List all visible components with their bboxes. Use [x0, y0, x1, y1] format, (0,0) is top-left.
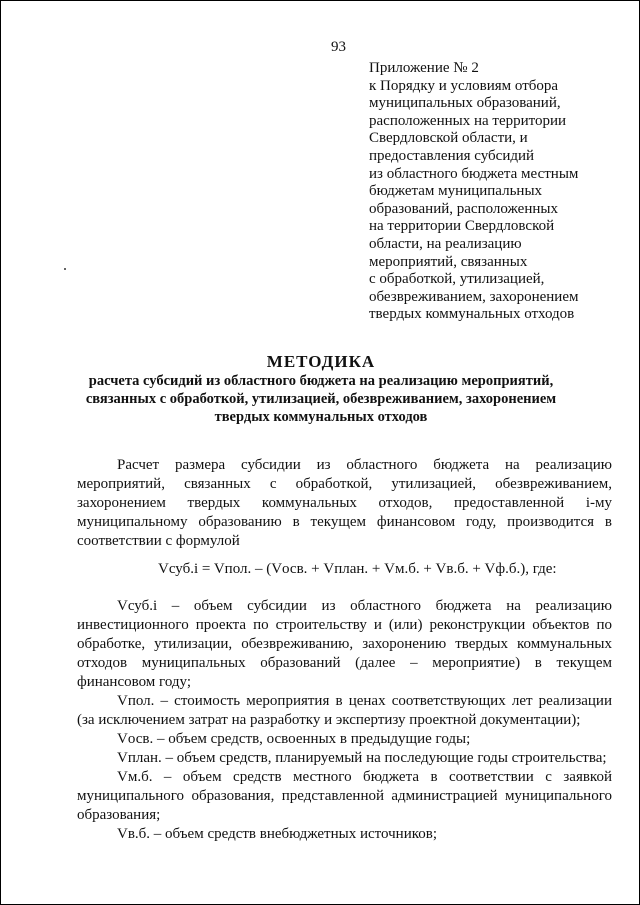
- appendix-line: образований, расположенных: [369, 200, 558, 217]
- definition-line: финансовом году;: [77, 674, 192, 690]
- definition-line: Vм.б. – объем средств местного бюджета в соответствии с заявкой: [117, 769, 612, 785]
- definition-vplan: [77, 749, 612, 768]
- definition-line: инвестиционного проекта по строительству и (или) реконструкции объектов по: [77, 617, 612, 633]
- formula: Vсуб.i = Vпол. – (Vосв. + Vплан. + Vм.б. + Vв.б. + Vф.б.), где:: [158, 561, 557, 577]
- appendix-line: Свердловской области, и: [369, 130, 528, 147]
- definition-line: Vсуб.i – объем субсидии из областного бюджета на реализацию: [117, 598, 612, 614]
- scan-speck: [64, 268, 66, 270]
- definition-line: Vпол. – стоимость мероприятия в ценах соответствующих лет реализации: [117, 693, 612, 709]
- definition-line: Vплан. – объем средств, планируемый на последующие годы строительства;: [117, 750, 607, 766]
- definition-line: отходов муниципальных образований (далее – мероприятие) в текущем: [77, 655, 612, 671]
- definition-vosv: [77, 730, 612, 749]
- appendix-line: Приложение № 2: [369, 60, 479, 76]
- intro-line: захоронением твердых коммунальных отходов, предоставленной i-му: [77, 495, 612, 511]
- definition-line: Vв.б. – объем средств внебюджетных источников;: [117, 826, 437, 842]
- definition-line: образования;: [77, 807, 161, 823]
- appendix-line: на территории Свердловской: [369, 218, 555, 235]
- definition-line: муниципального образования, представленной администрацией муниципального: [77, 788, 612, 804]
- intro-line: Расчет размера субсидии из областного бюджета на реализацию: [117, 457, 612, 473]
- appendix-header: [369, 60, 629, 324]
- appendix-line: предоставления субсидий: [369, 147, 535, 164]
- definition-vmb: [77, 768, 612, 825]
- document-subtitle: [71, 373, 571, 426]
- intro-line: соответствии с формулой: [77, 533, 240, 549]
- document-title: МЕТОДИКА: [266, 352, 376, 371]
- appendix-line: обезвреживанием, захоронением: [369, 288, 579, 305]
- definition-vvb: [77, 825, 612, 844]
- appendix-line: твердых коммунальных отходов: [369, 306, 575, 323]
- appendix-line: области, на реализацию: [369, 235, 522, 252]
- appendix-line: муниципальных образований,: [369, 95, 561, 112]
- page-number: 93: [331, 39, 346, 55]
- subtitle-line: расчета субсидий из областного бюджета на реализацию мероприятий,: [88, 373, 554, 389]
- definition-vsub: [77, 597, 612, 692]
- definition-vpol: [77, 692, 612, 730]
- definition-line: (за исключением затрат на разработку и экспертизу проектной документации);: [77, 712, 581, 728]
- appendix-line: расположенных на территории: [369, 112, 567, 129]
- subtitle-line: связанных с обработкой, утилизацией, обезвреживанием, захоронением: [85, 390, 557, 407]
- definitions-block: [77, 597, 612, 844]
- appendix-line: из областного бюджета местным: [369, 165, 579, 182]
- appendix-line: к Порядку и условиям отбора: [369, 77, 559, 94]
- intro-paragraph: [77, 456, 612, 551]
- definition-line: обработке, утилизации, обезвреживанию, захоронению твердых коммунальных: [77, 636, 612, 652]
- intro-line: мероприятий, связанных с обработкой, утилизацией, обезвреживанием,: [77, 476, 612, 492]
- intro-line: муниципальному образованию в текущем финансовом году, производится в: [77, 514, 612, 530]
- appendix-line: бюджетам муниципальных: [369, 183, 543, 200]
- appendix-line: с обработкой, утилизацией,: [369, 271, 545, 288]
- definition-line: Vосв. – объем средств, освоенных в предыдущие годы;: [117, 731, 471, 747]
- appendix-line: мероприятий, связанных: [369, 253, 528, 270]
- subtitle-line: твердых коммунальных отходов: [214, 408, 428, 425]
